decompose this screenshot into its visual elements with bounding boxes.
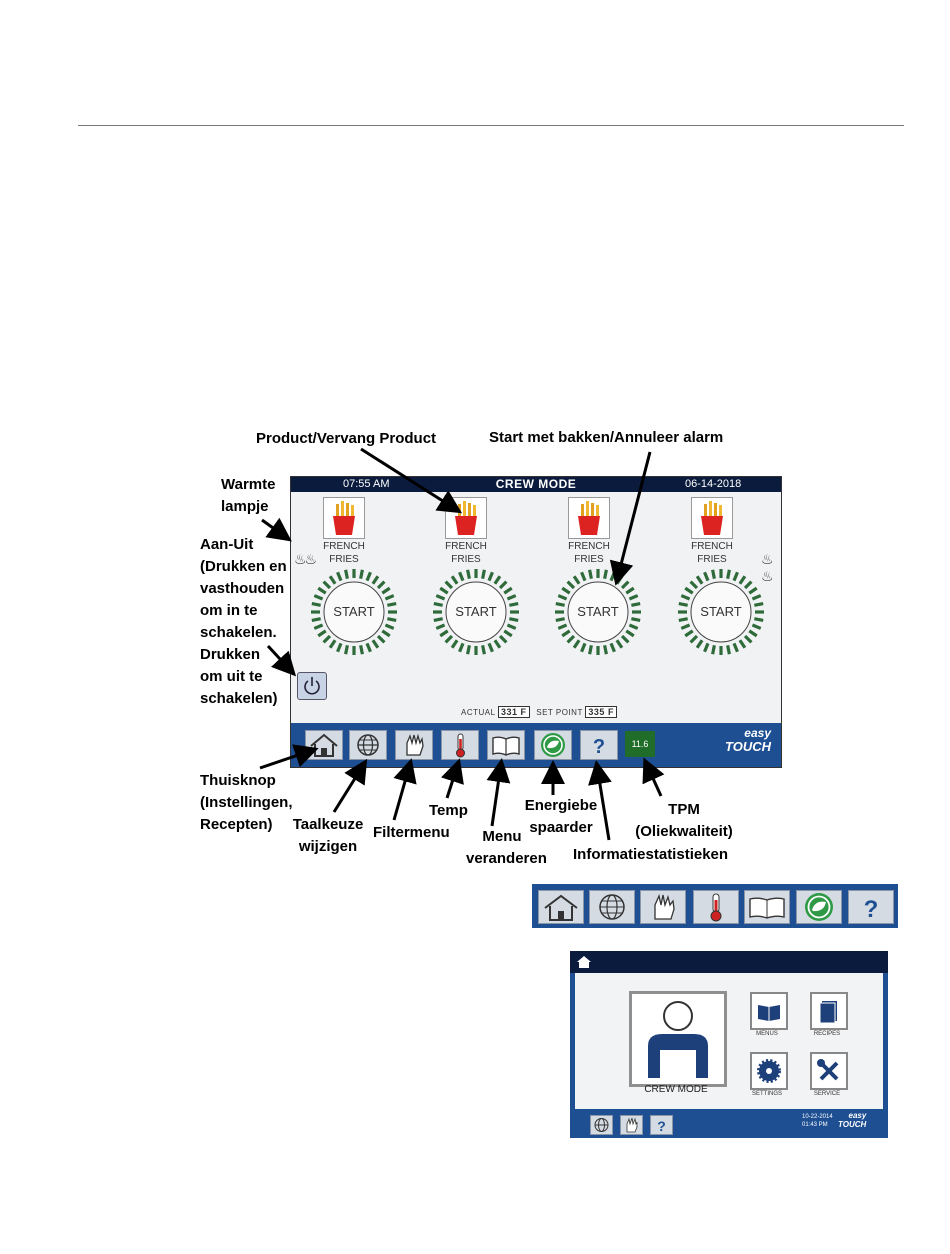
callout-temp: Temp [429, 802, 468, 819]
setpoint-label: SET POINT [536, 708, 583, 717]
callout-home: Thuisknop (Instellingen, Recepten) [200, 772, 293, 833]
brand-line1: easy [744, 726, 771, 740]
start-label: START [700, 604, 742, 619]
product-name: FRENCH FRIES [568, 541, 610, 565]
arrow-language [334, 764, 364, 812]
heat-lamp-icon[interactable]: ♨♨ [761, 551, 772, 584]
actual-label: ACTUAL [461, 708, 496, 717]
screen-title: CREW MODE [495, 477, 577, 491]
easytouch-logo: easy TOUCH [838, 1111, 867, 1129]
svg-text:?: ? [657, 1118, 666, 1134]
callout-info: Informatiestatistieken [573, 846, 729, 863]
callout-language: Taalkeuze wijzigen [292, 816, 364, 855]
arrow-home [260, 750, 313, 768]
arrow-heat-lamp [262, 520, 287, 538]
callout-energy: Energiebe spaarder [524, 797, 598, 836]
brand-line2: TOUCH [725, 739, 771, 754]
arrow-filter [394, 764, 410, 820]
clock-time: 07:55 AM [343, 478, 390, 490]
settings-label: SETTINGS [751, 1091, 782, 1097]
callout-menu: Menu veranderen [466, 828, 547, 867]
heat-lamp-icon[interactable]: ♨♨ [294, 551, 316, 567]
crew-mode-label: CREW MODE [644, 1084, 708, 1095]
start-label: START [455, 604, 497, 619]
arrow-power [268, 646, 292, 672]
setpoint-temp-value: 335 F [585, 706, 617, 718]
tpm-oil-quality-button[interactable]: 11.6 [625, 731, 655, 757]
arrow-product [361, 449, 457, 510]
callout-start: Start met bakken/Annuleer alarm [489, 429, 724, 446]
product-name: FRENCH FRIES [323, 541, 365, 565]
start-label: START [577, 604, 619, 619]
svg-text:?: ? [592, 736, 606, 758]
callout-product: Product/Vervang Product [256, 430, 437, 447]
callout-filter: Filtermenu [373, 824, 450, 841]
arrow-start [617, 452, 650, 580]
service-label: SERVICE [813, 1091, 841, 1097]
arrow-temp [447, 764, 458, 798]
home-date-time: 10-22-2014 01:43 PM [802, 1114, 833, 1128]
callout-heat-lamp: Warmte lampje [221, 476, 276, 515]
start-label: START [333, 604, 375, 619]
recipes-label: RECIPES [813, 1031, 841, 1037]
arrow-menu [492, 764, 501, 826]
product-name: FRENCH FRIES [691, 541, 733, 565]
callout-tpm: TPM (Oliekwaliteit) [635, 801, 733, 840]
svg-text:?: ? [863, 896, 879, 923]
menus-label: MENUS [756, 1031, 778, 1037]
product-name: FRENCH FRIES [445, 541, 487, 565]
arrow-info [597, 766, 609, 840]
callout-power: Aan-Uit (Drukken en vasthouden om in te schakelen. Drukken om uit te schakelen) [200, 536, 287, 707]
date-display: 06-14-2018 [685, 478, 742, 490]
actual-temp-value: 331 F [498, 706, 530, 718]
arrow-tpm [646, 763, 661, 796]
